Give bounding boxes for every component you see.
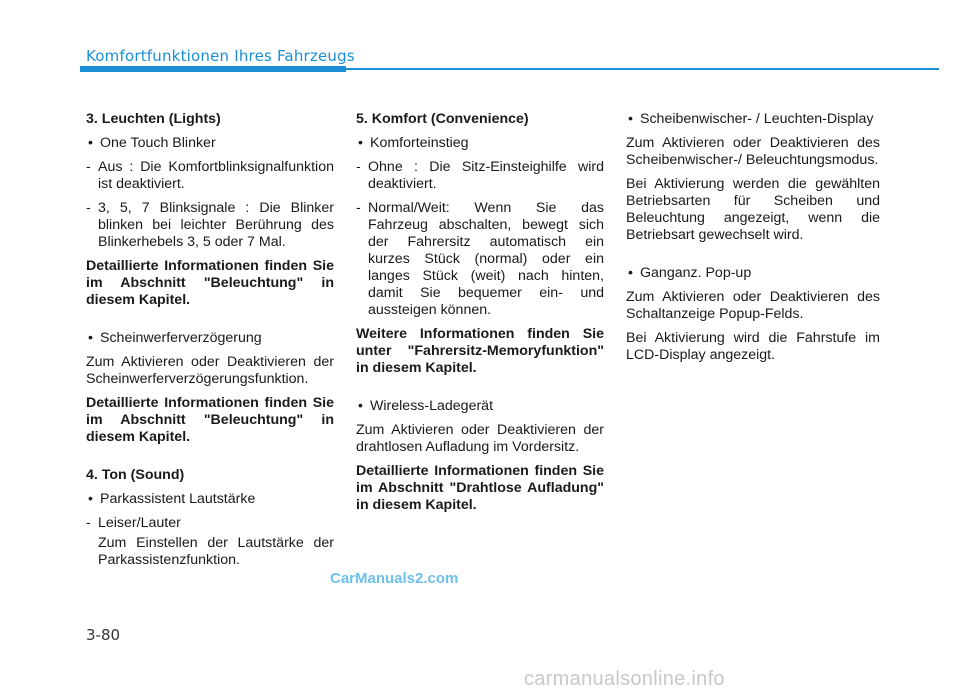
dash-item: [86, 200, 334, 251]
column-1: [86, 111, 334, 576]
bullet-item: [86, 491, 334, 508]
bullet-text: Ganganz. Pop-up: [640, 265, 752, 281]
dash-text: 3, 5, 7 Blinksignale : Die Blinker blinken bei leichter Berührung des Blinkerhebels 3, 5 oder 7 Mal.: [98, 200, 334, 250]
bullet-icon: •: [628, 265, 633, 281]
paragraph: Zum Aktivieren oder Deaktivieren des Schaltanzeige Popup-Felds.: [626, 289, 880, 322]
bullet-text: Scheibenwischer- / Leuchten-Display: [640, 111, 874, 127]
dash-icon: -: [86, 515, 91, 531]
column-2: [356, 111, 604, 521]
bullet-text: Parkassistent Lautstärke: [100, 491, 256, 507]
bullet-icon: •: [88, 491, 93, 507]
page-header-title: Komfortfunktionen Ihres Fahrzeugs: [86, 47, 355, 65]
bullet-item: [626, 265, 880, 282]
page-number: 3-80: [86, 626, 121, 644]
bullet-text: Scheinwerferverzögerung: [100, 330, 262, 346]
bullet-item: [626, 111, 880, 128]
dash-icon: -: [86, 159, 91, 175]
bullet-item: [356, 135, 604, 152]
bullet-icon: •: [358, 398, 363, 414]
bullet-icon: •: [88, 330, 93, 346]
bullet-text: One Touch Blinker: [100, 135, 216, 151]
dash-text: Leiser/Lauter: [98, 515, 181, 531]
bullet-text: Komforteinstieg: [370, 135, 469, 151]
bullet-icon: •: [358, 135, 363, 151]
dash-text: Aus : Die Komfortblinksignalfunktion ist deaktiviert.: [98, 159, 334, 192]
dash-icon: -: [356, 159, 361, 175]
reference-note: Detaillierte Informationen finden Sie im Abschnitt "Drahtlose Aufladung" in diesem Kapitel.: [356, 463, 604, 513]
dash-item: [356, 200, 604, 319]
reference-note: Weitere Informationen finden Sie unter "Fahrersitz-Memoryfunktion" in diesem Kapitel.: [356, 326, 604, 376]
bullet-icon: •: [628, 111, 633, 127]
paragraph: Zum Einstellen der Lautstärke der Parkassistenzfunktion.: [98, 535, 334, 568]
paragraph: Zum Aktivieren oder Deaktivieren der drahtlosen Aufladung im Vordersitz.: [356, 422, 604, 455]
paragraph: Bei Aktivierung werden die gewählten Betriebsarten für Scheiben und Beleuchtung angezeigt, wenn die Betriebsart gewechselt wird.: [626, 176, 880, 243]
bullet-item: [86, 135, 334, 152]
watermark-link[interactable]: CarManuals2.com: [330, 570, 459, 587]
dash-item: [356, 159, 604, 193]
dash-icon: -: [356, 200, 361, 216]
section-heading-convenience: 5. Komfort (Convenience): [356, 111, 529, 127]
section-heading-lights: 3. Leuchten (Lights): [86, 111, 221, 127]
paragraph: Bei Aktivierung wird die Fahrstufe im LCD-Display angezeigt.: [626, 330, 880, 363]
column-3: [626, 111, 880, 371]
dash-item: [86, 515, 334, 532]
header-rule-thick: [80, 66, 346, 72]
dash-text: Ohne : Die Sitz-Einsteighilfe wird deaktiviert.: [368, 159, 604, 192]
paragraph: Zum Aktivieren oder Deaktivieren des Scheibenwischer-/ Beleuchtungsmodus.: [626, 135, 880, 168]
watermark-text: carmanualsonline.info: [524, 668, 725, 690]
reference-note: Detaillierte Informationen finden Sie im Abschnitt "Beleuchtung" in diesem Kapitel.: [86, 395, 334, 445]
dash-text: Normal/Weit: Wenn Sie das Fahrzeug abschalten, bewegt sich der Fahrersitz automatisch ein kurzes Stück (normal) oder ein langes Stück (weit) nach hinten, damit Sie bequemer ein- und aussteigen können.: [368, 200, 604, 318]
dash-icon: -: [86, 200, 91, 216]
paragraph: Zum Aktivieren oder Deaktivieren der Scheinwerferverzögerungsfunktion.: [86, 354, 334, 387]
section-heading-sound: 4. Ton (Sound): [86, 467, 185, 483]
header-rule-thin: [346, 68, 939, 70]
bullet-item: [86, 330, 334, 347]
bullet-icon: •: [88, 135, 93, 151]
dash-item: [86, 159, 334, 193]
bullet-item: [356, 398, 604, 415]
reference-note: Detaillierte Informationen finden Sie im Abschnitt "Beleuchtung" in diesem Kapitel.: [86, 258, 334, 308]
bullet-text: Wireless-Ladegerät: [370, 398, 494, 414]
